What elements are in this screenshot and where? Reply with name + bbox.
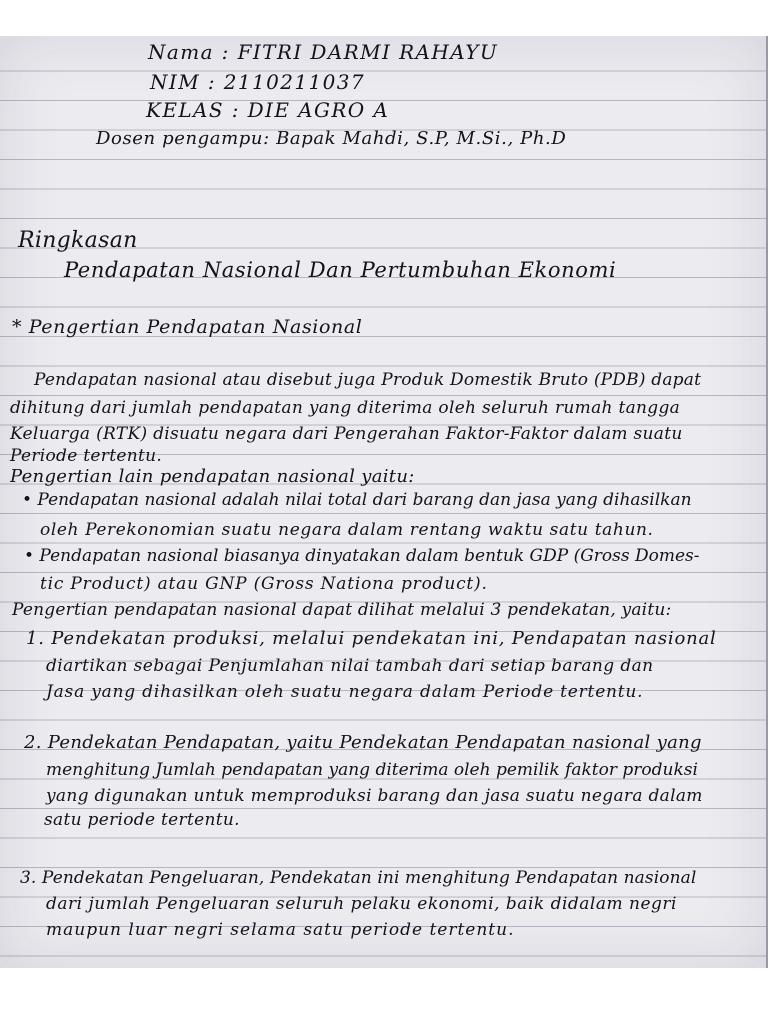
- body-line: satu periode tertentu.: [44, 810, 240, 830]
- body-line: yang digunakan untuk memproduksi barang dan jasa suatu negara dalam: [46, 786, 703, 806]
- body-line: Jasa yang dihasilkan oleh suatu negara dalam Periode tertentu.: [46, 682, 644, 702]
- body-line: 2. Pendekatan Pendapatan, yaitu Pendekatan Pendapatan nasional yang: [24, 732, 702, 753]
- body-line: Pendapatan nasional atau disebut juga Produk Domestik Bruto (PDB) dapat: [34, 370, 702, 390]
- body-line: maupun luar negri selama satu periode tertentu.: [46, 920, 515, 940]
- body-line: Periode tertentu.: [10, 446, 163, 466]
- body-line: • Pendapatan nasional adalah nilai total dari barang dan jasa yang dihasilkan: [22, 490, 692, 510]
- student-nim: NIM : 2110211037: [150, 70, 365, 94]
- notebook-page: [0, 36, 768, 968]
- body-line: Pengertian lain pendapatan nasional yaitu:: [10, 466, 415, 487]
- body-line: Pengertian pendapatan nasional dapat dilihat melalui 3 pendekatan, yaitu:: [12, 600, 672, 620]
- lecturer-name: Dosen pengampu: Bapak Mahdi, S.P, M.Si., Ph.D: [96, 128, 567, 149]
- body-line: Keluarga (RTK) disuatu negara dari Pengerahan Faktor-Faktor dalam suatu: [10, 424, 683, 444]
- student-name: Nama : FITRI DARMI RAHAYU: [148, 40, 499, 64]
- document-title: Pendapatan Nasional Dan Pertumbuhan Ekonomi: [64, 258, 617, 282]
- bottom-margin: [0, 968, 768, 1024]
- section-heading: * Pengertian Pendapatan Nasional: [12, 316, 363, 338]
- body-line: menghitung Jumlah pendapatan yang diterima oleh pemilik faktor produksi: [46, 760, 698, 780]
- body-line: oleh Perekonomian suatu negara dalam rentang waktu satu tahun.: [40, 520, 654, 540]
- body-line: • Pendapatan nasional biasanya dinyatakan dalam bentuk GDP (Gross Domes-: [24, 546, 700, 566]
- body-line: 3. Pendekatan Pengeluaran, Pendekatan ini menghitung Pendapatan nasional: [20, 868, 697, 888]
- body-line: tic Product) atau GNP (Gross Nationa product).: [40, 574, 488, 594]
- student-class: KELAS : DIE AGRO A: [146, 98, 390, 122]
- summary-heading: Ringkasan: [18, 228, 138, 253]
- body-line: 1. Pendekatan produksi, melalui pendekatan ini, Pendapatan nasional: [26, 628, 717, 649]
- body-line: diartikan sebagai Penjumlahan nilai tambah dari setiap barang dan: [46, 656, 654, 676]
- top-margin: [0, 0, 768, 36]
- body-line: dari jumlah Pengeluaran seluruh pelaku ekonomi, baik didalam negri: [46, 894, 677, 914]
- body-line: dihitung dari jumlah pendapatan yang diterima oleh seluruh rumah tangga: [10, 398, 681, 418]
